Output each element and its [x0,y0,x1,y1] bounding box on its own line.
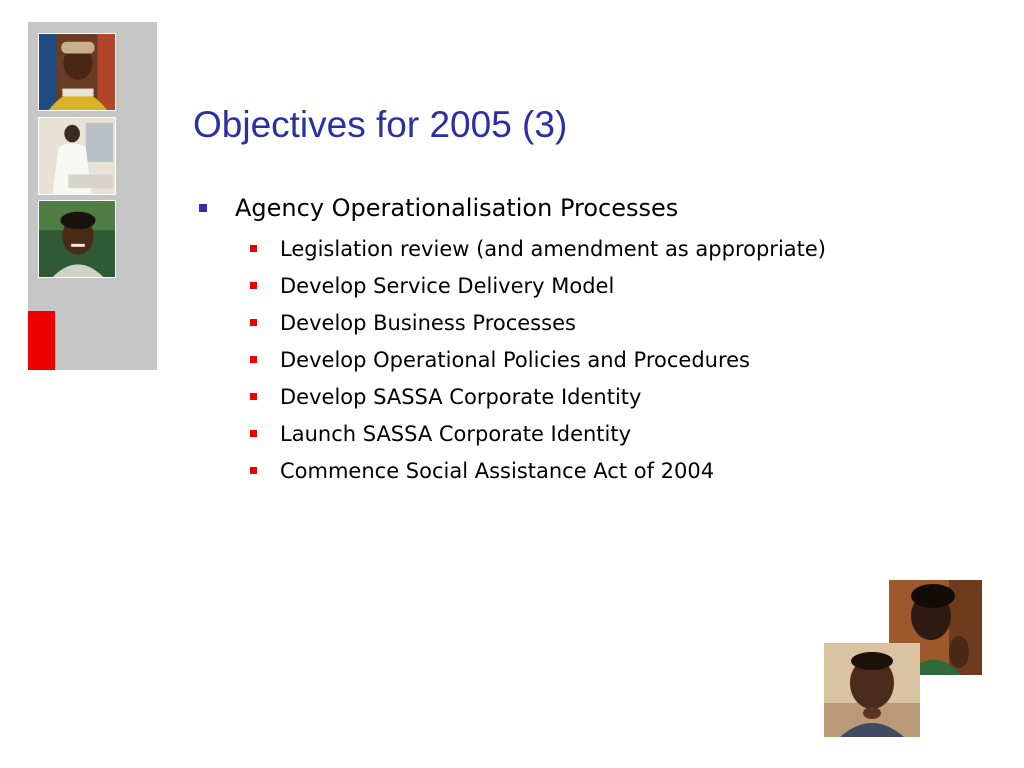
sub-bullet-item [250,415,826,452]
sub-bullet-text: Launch SASSA Corporate Identity [280,421,632,446]
sub-bullet-item [250,304,826,341]
sub-bullet-item [250,378,826,415]
sub-bullet-list [250,230,826,489]
slide-title: Objectives for 2005 (3) [193,104,568,145]
sub-bullet-item [250,452,826,489]
bullet-square-icon [250,245,257,252]
main-bullet [199,192,678,224]
photo-elderly-man [38,33,116,111]
bullet-square-icon [250,319,257,326]
bullet-square-icon [250,430,257,437]
photo-smiling-woman [38,200,116,278]
sub-bullet-text: Develop Operational Policies and Procedures [280,347,750,372]
sub-bullet-text: Legislation review (and amendment as appropriate) [280,236,826,261]
sub-bullet-text: Develop Business Processes [280,310,576,335]
red-accent-bar [28,311,55,370]
sub-bullet-text: Develop SASSA Corporate Identity [280,384,642,409]
sub-bullet-item [250,267,826,304]
bullet-square-icon [199,204,207,212]
bullet-square-icon [250,282,257,289]
main-bullet-text: Agency Operationalisation Processes [235,194,679,222]
sub-bullet-text: Commence Social Assistance Act of 2004 [280,458,715,483]
sub-bullet-item [250,341,826,378]
photo-nurse [38,117,116,195]
sub-bullet-text: Develop Service Delivery Model [280,273,615,298]
sub-bullet-item [250,230,826,267]
bullet-square-icon [250,393,257,400]
bullet-square-icon [250,467,257,474]
bullet-square-icon [250,356,257,363]
photo-young-boy [824,643,920,737]
